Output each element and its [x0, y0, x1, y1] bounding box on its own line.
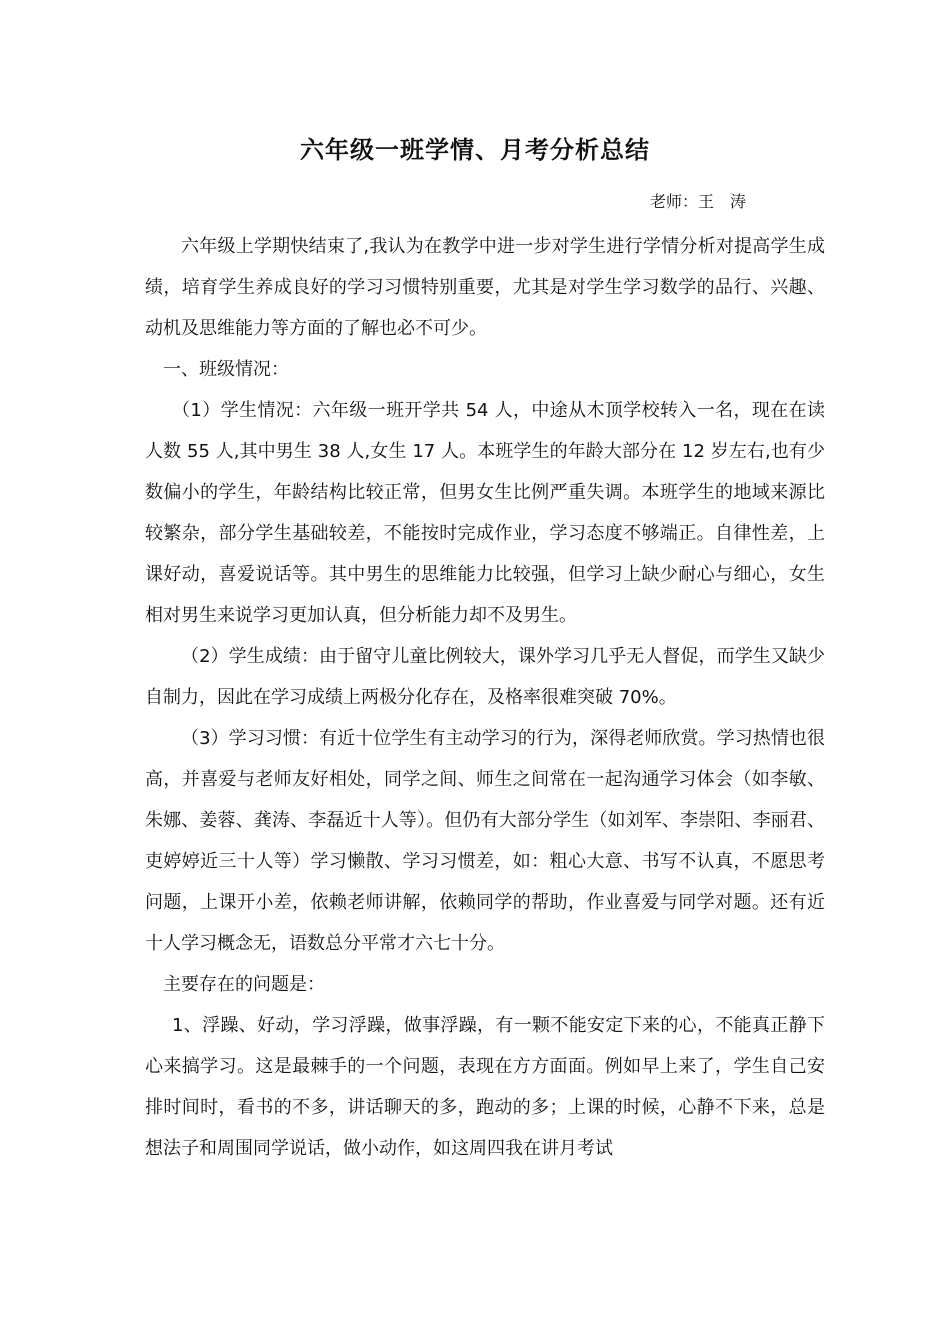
- section-heading-main-problems: 主要存在的问题是：: [163, 974, 325, 995]
- teacher-name: 老师：王 涛: [650, 192, 747, 211]
- paragraph-problem-1: 1、浮躁、好动，学习浮躁，做事浮躁，有一颗不能安定下来的心，不能真正静下心来搞学习。这是最棘手的一个问题，表现在方方面面。例如早上来了，学生自己安排时间时，看书的不多，讲话聊天的多，跑动的多；上课的时候，心静不下来，总是想法子和周围同学说话，做小动作，如这周四我在讲月考试: [145, 1015, 825, 1159]
- paragraph-study-habits: （3）学习习惯：有近十位学生有主动学习的行为，深得老师欣赏。学习热情也很高，并喜爱与老师友好相处，同学之间、师生之间常在一起沟通学习体会（如李敏、朱娜、姜蓉、龚涛、李磊近十人等）。但仍有大部分学生（如刘军、李崇阳、李丽君、吏婷婷近三十人等）学习懒散、学习习惯差，如：粗心大意、书写不认真，不愿思考问题，上课开小差，依赖老师讲解，依赖同学的帮助，作业喜爱与同学对题。还有近十人学习概念无，语数总分平常才六七十分。: [145, 728, 825, 954]
- paragraph-student-grades: （2）学生成绩：由于留守儿童比例较大，课外学习几乎无人督促，而学生又缺少自制力，因此在学习成绩上两极分化存在，及格率很难突破 70%。: [145, 646, 825, 708]
- document-title: 六年级一班学情、月考分析总结: [300, 136, 650, 164]
- document-body: [145, 226, 825, 1169]
- intro-paragraph: 六年级上学期快结束了,我认为在教学中进一步对学生进行学情分析对提高学生成绩，培育学生养成良好的学习习惯特别重要，尤其是对学生学习数学的品行、兴趣、动机及思维能力等方面的了解也必不可少。: [145, 236, 825, 339]
- paragraph-student-situation: （1）学生情况：六年级一班开学共 54 人，中途从木顶学校转入一名，现在在读人数 55 人,其中男生 38 人,女生 17 人。本班学生的年龄大部分在 12 岁左右,也有少数偏小的学生，年龄结构比较正常，但男女生比例严重失调。本班学生的地域来源比较繁杂，部分学生基础较差，不能按时完成作业，学习态度不够端正。自律性差，上课好动，喜爱说话等。其中男生的思维能力比较强，但学习上缺少耐心与细心，女生相对男生来说学习更加认真，但分析能力却不及男生。: [145, 400, 825, 626]
- section-heading-class-situation: 一、班级情况：: [163, 359, 289, 380]
